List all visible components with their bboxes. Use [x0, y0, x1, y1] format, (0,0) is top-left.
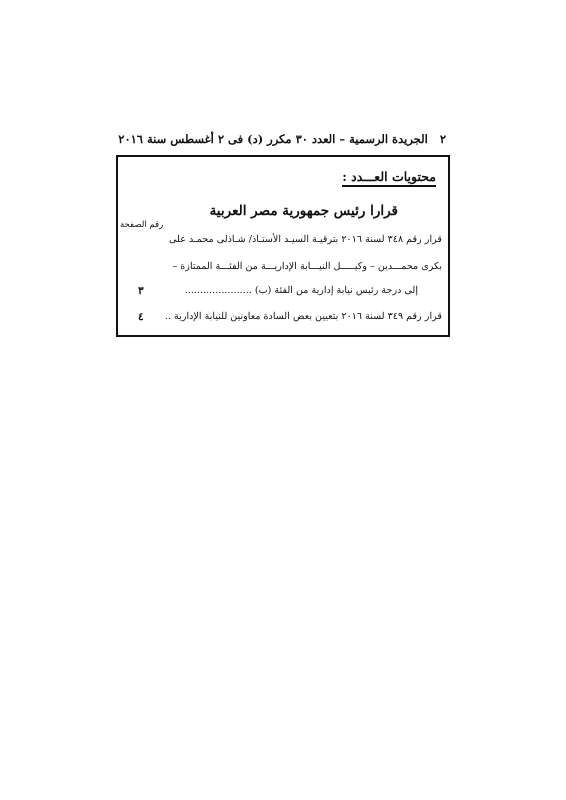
entry-2-page-number: ٤ [138, 311, 144, 323]
table-of-contents-box [116, 155, 450, 337]
page-header [118, 132, 446, 150]
page-number: ٢ [439, 132, 446, 146]
entry-1-line-2: بكرى محمـــدين – وكيـــــل النيـــابة الإداريـــة من الفئـــة الممتازة – [172, 261, 442, 272]
page-column-label: رقم الصفحة [120, 220, 164, 230]
entry-1-line-3: إلى درجة رئيس نيابة إدارية من الفئة (ب) ...................... [184, 285, 418, 296]
entry-1-line-1: قرار رقم ٣٤٨ لسنة ٢٠١٦ بترقيـة السيـد الأستـاذ/ شـاذلى محمـد على [169, 234, 442, 245]
section-heading: قرارا رئيس جمهورية مصر العربية [209, 203, 398, 219]
entry-2-line-1: قرار رقم ٣٤٩ لسنة ٢٠١٦ بتعيين بعض السادة معاونين للنيابة الإدارية .. [164, 311, 442, 322]
entry-1-page-number: ٣ [138, 285, 144, 297]
running-title: الجريدة الرسمية – العدد ٣٠ مكرر (د) فى ٢ أغسطس سنة ٢٠١٦ [118, 132, 428, 146]
toc-title: محتويات العـــدد : [342, 170, 436, 187]
